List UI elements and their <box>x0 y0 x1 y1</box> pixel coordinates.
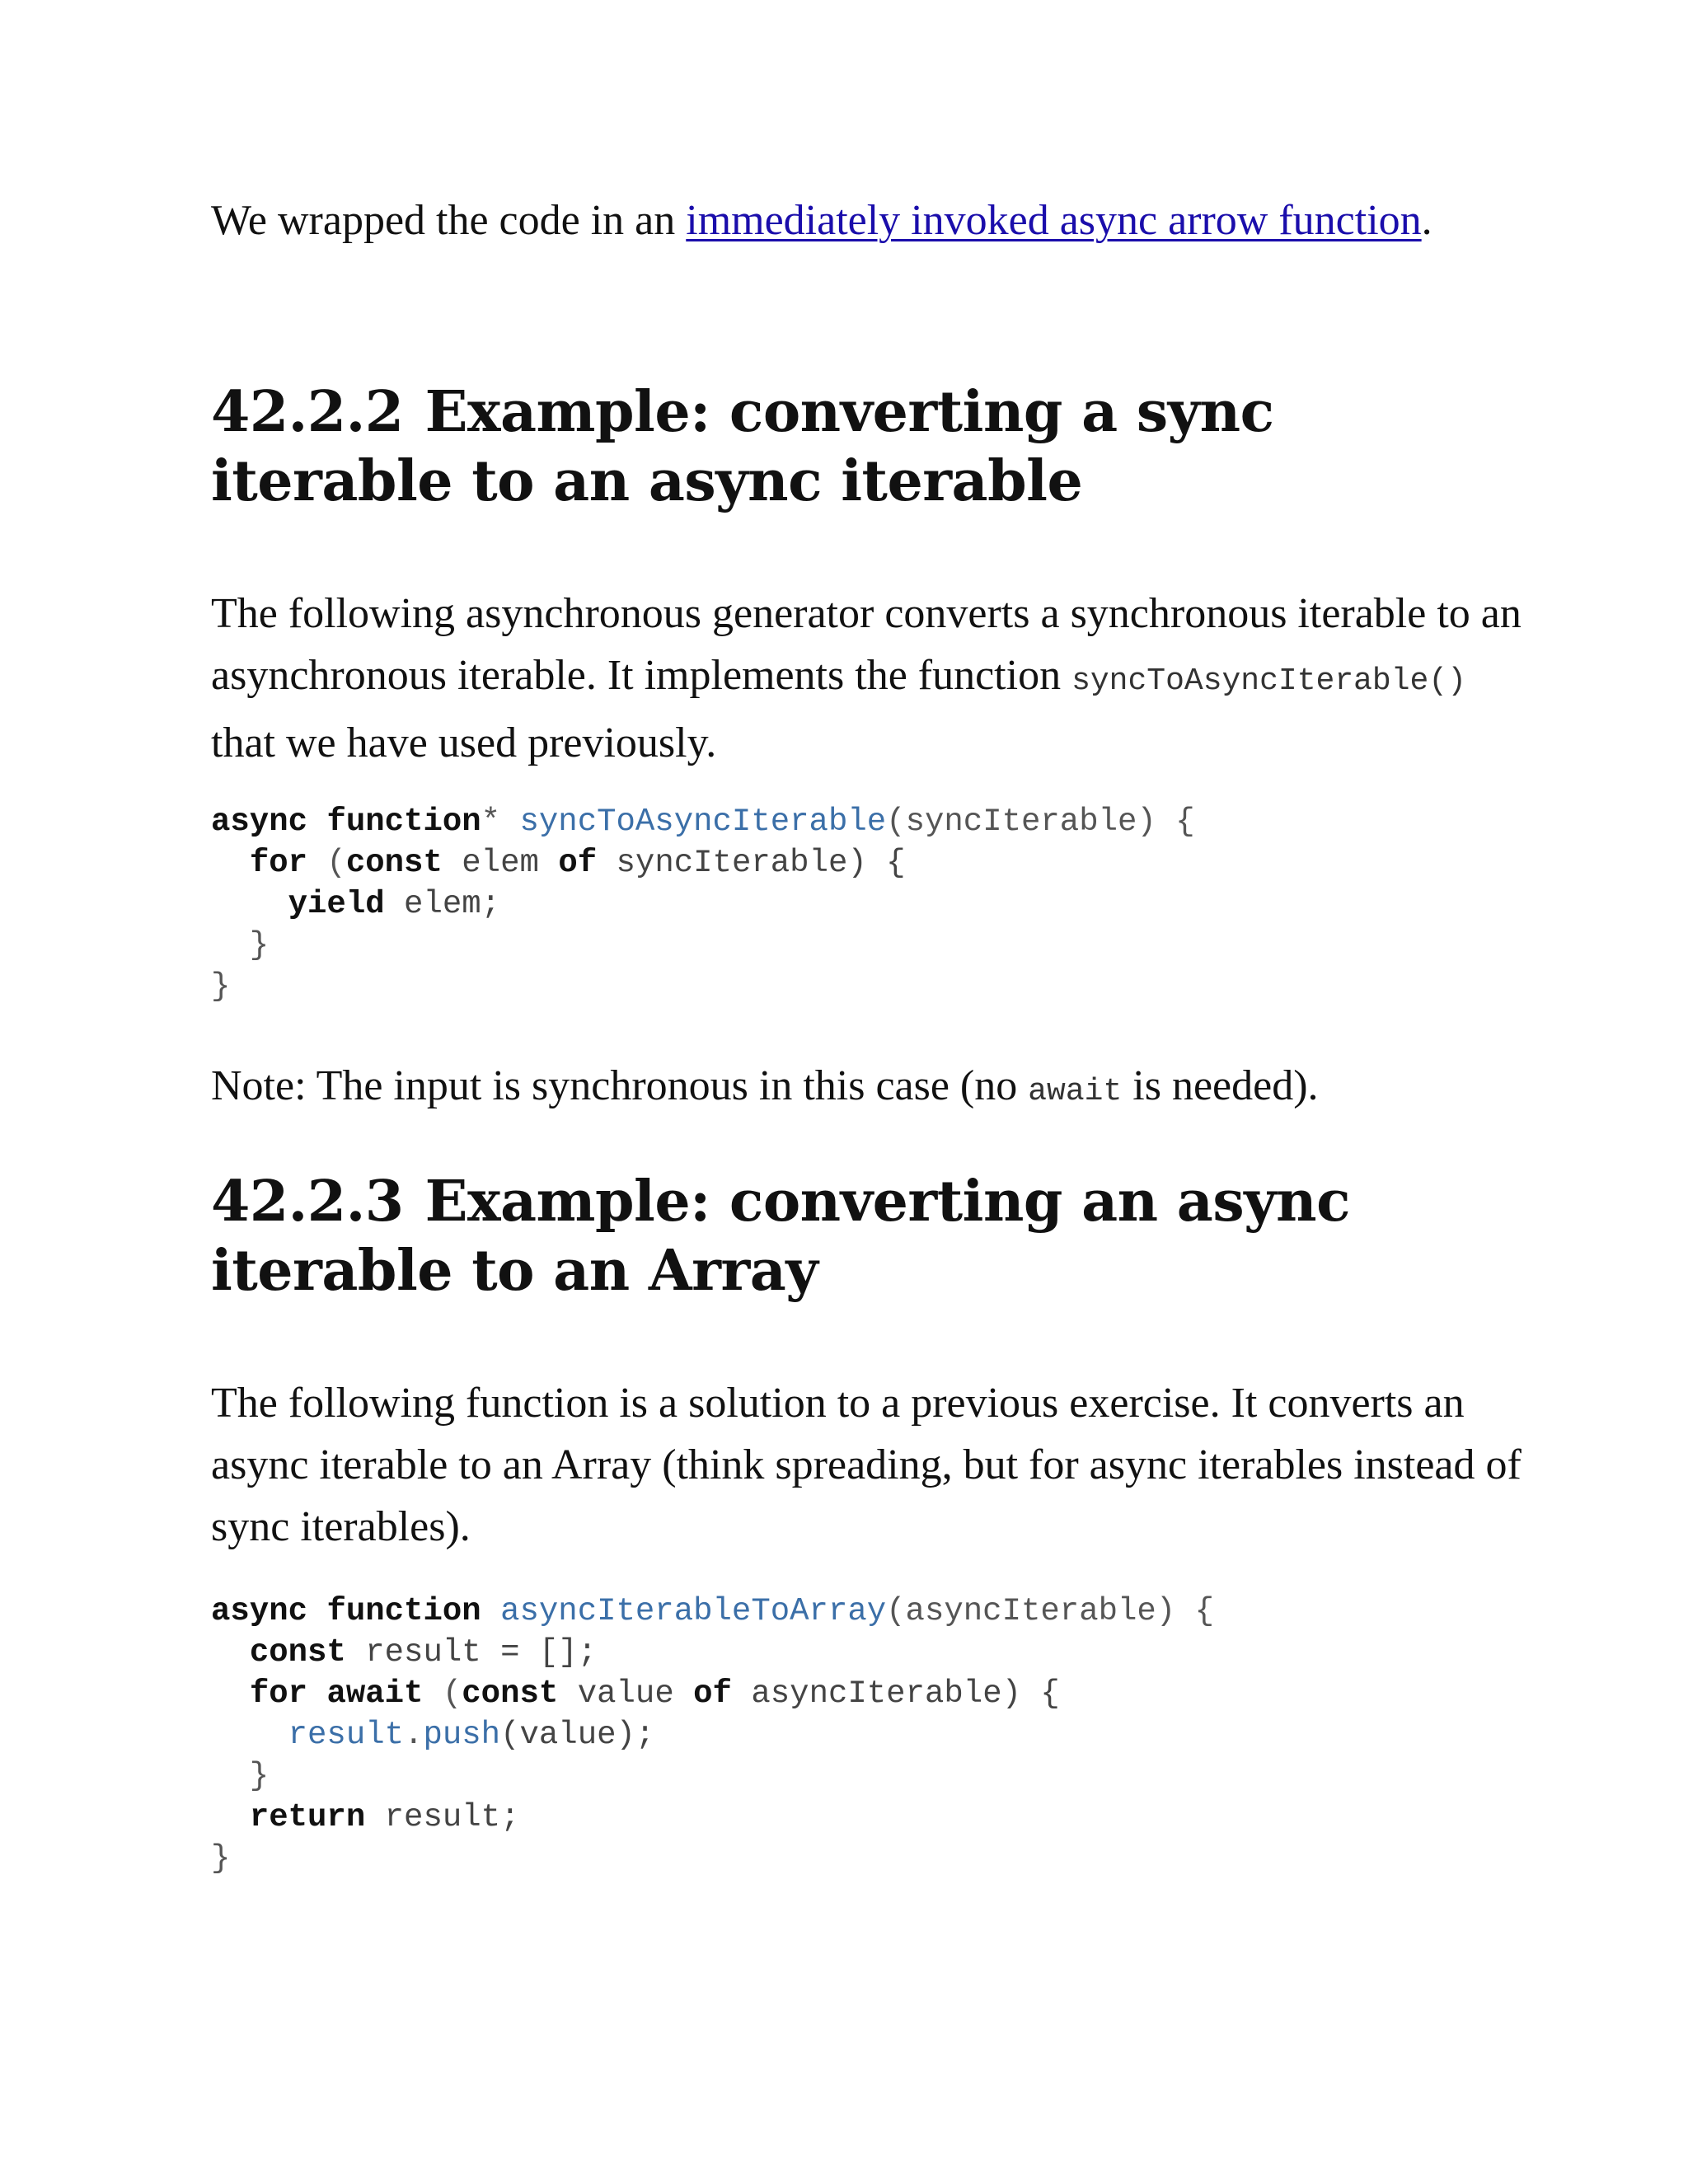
code-indent <box>211 845 250 881</box>
iife-link[interactable]: immediately invoked async arrow function <box>686 197 1422 244</box>
code-function-name: asyncIterableToArray <box>500 1593 887 1629</box>
code-keyword: of <box>558 845 598 881</box>
code-text: result; <box>365 1799 520 1835</box>
intro-text: We wrapped the code in an <box>211 197 687 244</box>
intro-period: . <box>1421 197 1432 244</box>
section-number: 42.2.3 <box>211 1169 404 1235</box>
note-tail: is needed). <box>1122 1062 1319 1109</box>
note-text: Note: The input is synchronous in this case (no <box>211 1062 1029 1109</box>
section-title-line1: Example: converting a sync <box>424 379 1274 445</box>
code-identifier: result <box>288 1717 405 1753</box>
code-keyword: yield <box>288 886 385 922</box>
code-keyword: const <box>345 845 443 881</box>
section-title-line1: Example: converting an async <box>424 1169 1350 1235</box>
code-keyword: const <box>462 1675 559 1712</box>
section-number: 42.2.2 <box>211 379 404 445</box>
code-keyword: of <box>693 1675 732 1712</box>
description-text: The following asynchronous generator converts a synchronous iterable to an asynchronous iterable. It implements the function <box>211 590 1522 699</box>
section-title-line2: iterable to an async iterable <box>211 448 1083 514</box>
code-indent <box>211 1675 250 1712</box>
code-text: elem <box>442 845 559 881</box>
code-text: (syncIterable) { <box>886 804 1195 840</box>
function-description <box>211 1372 1530 1558</box>
intro-paragraph <box>211 190 1432 251</box>
note-paragraph <box>211 1055 1319 1122</box>
code-text: (asyncIterable) { <box>886 1593 1215 1629</box>
code-keyword: function <box>326 804 481 840</box>
code-keyword: async <box>211 1593 308 1629</box>
code-keyword: await <box>326 1675 424 1712</box>
section-title-line2: iterable to an Array <box>211 1238 818 1304</box>
code-text: (value); <box>500 1717 655 1753</box>
code-text: } <box>211 927 270 963</box>
code-keyword: const <box>249 1634 346 1671</box>
description-tail: that we have used previously. <box>211 719 717 766</box>
code-keyword: for <box>249 1675 308 1712</box>
code-punct: ( <box>423 1675 462 1712</box>
code-indent <box>211 1634 250 1671</box>
section-heading-42-2-3 <box>211 1167 1350 1305</box>
code-indent <box>211 886 288 922</box>
code-text: elem; <box>384 886 501 922</box>
code-punct: . <box>404 1717 424 1753</box>
code-function-name: syncToAsyncIterable <box>519 804 887 840</box>
code-text: asyncIterable) { <box>731 1675 1060 1712</box>
inline-code-synctoasynciterable: syncToAsyncIterable() <box>1071 663 1466 699</box>
code-keyword: return <box>249 1799 366 1835</box>
code-method-name: push <box>423 1717 501 1753</box>
code-text: result = []; <box>345 1634 598 1671</box>
generator-description <box>211 583 1530 774</box>
description-text: The following function is a solution to a previous exercise. It converts an async iterable to an Array (think spreading, but for async iterables instead of sync iterables). <box>211 1380 1522 1550</box>
code-keyword: for <box>249 845 308 881</box>
code-text: value <box>558 1675 694 1712</box>
code-punct: * <box>481 804 501 840</box>
code-punct: ( <box>307 845 346 881</box>
code-text: syncIterable) { <box>597 845 906 881</box>
code-block-sync-to-async <box>211 801 1195 1007</box>
code-indent <box>211 1717 288 1753</box>
inline-code-await: await <box>1028 1074 1123 1109</box>
code-keyword: function <box>326 1593 481 1629</box>
code-keyword: async <box>211 804 308 840</box>
code-text: } <box>211 968 231 1005</box>
code-indent <box>211 1799 250 1835</box>
code-text: } <box>211 1840 231 1877</box>
code-text: } <box>211 1758 270 1794</box>
section-heading-42-2-2 <box>211 377 1274 516</box>
code-block-async-to-array <box>211 1591 1214 1879</box>
